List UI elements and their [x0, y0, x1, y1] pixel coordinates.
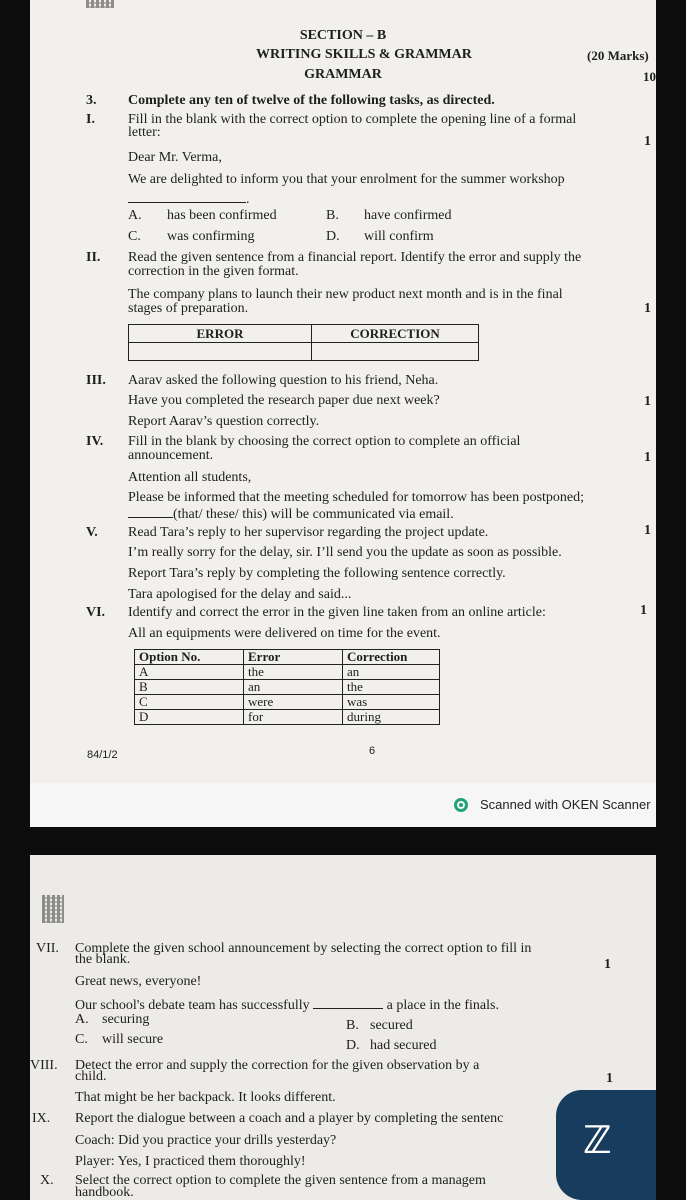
table-cell: for: [244, 710, 343, 725]
table-cell: C: [135, 695, 244, 710]
item-5-reply: I’m really sorry for the delay, sir. I’ll send you the update as soon as possible.: [128, 545, 562, 560]
table-cell: the: [343, 680, 440, 695]
table-cell: during: [343, 710, 440, 725]
table-cell: the: [244, 665, 343, 680]
table-row: [135, 710, 440, 725]
mark: 1: [644, 301, 651, 316]
mark: 1: [604, 957, 611, 972]
option-label: A.: [75, 1012, 89, 1027]
item-number: II.: [86, 250, 101, 265]
item-2-instruction: Read the given sentence from a financial report. Identify the error and supply the: [128, 250, 582, 265]
item-2-instruction-cont: correction in the given format.: [128, 264, 299, 279]
skills-heading: WRITING SKILLS & GRAMMAR: [256, 47, 472, 62]
exam-page-1: [30, 0, 656, 827]
item-9-instruction: Report the dialogue between a coach and a player by completing the sentenc: [75, 1111, 504, 1126]
answer-cell: [129, 343, 312, 361]
option-label: B.: [346, 1018, 359, 1033]
marks-label: (20 Marks): [587, 48, 649, 63]
option-text: will secure: [102, 1032, 164, 1047]
item-5-instruction: Read Tara’s reply to her supervisor regarding the project update.: [128, 525, 489, 540]
item-8-instruction-cont: child.: [75, 1069, 107, 1084]
item-8-observation: That might be her backpack. It looks different.: [75, 1090, 336, 1105]
announcement-greeting: Attention all students,: [128, 470, 252, 485]
announcement-sentence-cont: [128, 505, 454, 523]
announcement-text: Our school's debate team has successfully: [75, 998, 310, 1013]
option-label: A.: [128, 208, 142, 223]
table-row: [135, 680, 440, 695]
option-text: securing: [102, 1012, 150, 1027]
announcement-sentence: Please be informed that the meeting scheduled for tomorrow has been postponed;: [128, 490, 585, 505]
item-number: VI.: [86, 605, 106, 620]
grammar-heading: GRAMMAR: [304, 67, 382, 82]
announcement-options: (that/ these/ this) will be communicated via email.: [173, 507, 454, 522]
table-cell: an: [343, 665, 440, 680]
item-2-sentence: The company plans to launch their new product next month and is in the final: [128, 287, 563, 302]
announcement-text: a place in the finals.: [386, 998, 499, 1013]
paper-code: 84/1/2: [87, 749, 118, 761]
option-text: have confirmed: [364, 208, 452, 223]
mark: 1: [644, 134, 651, 149]
scanner-watermark: Scanned with OKEN Scanner: [480, 797, 651, 812]
table-row: [135, 665, 440, 680]
option-text: has been confirmed: [167, 208, 277, 223]
option-text: secured: [370, 1018, 413, 1033]
mark: 1: [644, 394, 651, 409]
table-cell: an: [244, 680, 343, 695]
item-10-instruction: Select the correct option to complete the given sentence from a managem: [75, 1173, 486, 1188]
item-number: I.: [86, 112, 95, 127]
question-3-instruction: Complete any ten of twelve of the following tasks, as directed.: [128, 93, 495, 108]
item-number: VIII.: [30, 1058, 58, 1073]
item-3-instruction: Aarav asked the following question to his friend, Neha.: [128, 373, 439, 388]
dialogue-player: Player: Yes, I practiced them thoroughly!: [75, 1154, 306, 1169]
dialogue-coach: Coach: Did you practice your drills yesterday?: [75, 1133, 337, 1148]
option-text: will confirm: [364, 229, 434, 244]
options-table: [134, 649, 440, 725]
item-3-question: Have you completed the research paper due next week?: [128, 393, 440, 408]
item-6-sentence: All an equipments were delivered on time for the event.: [128, 626, 441, 641]
table-cell: B: [135, 680, 244, 695]
table-header: Correction: [343, 650, 440, 665]
table-cell: D: [135, 710, 244, 725]
table-cell: was: [343, 695, 440, 710]
announcement-opening: Great news, everyone!: [75, 974, 202, 989]
option-label: D.: [346, 1038, 360, 1053]
page-number: 6: [369, 745, 376, 757]
mark: 1: [644, 450, 651, 465]
option-text: was confirming: [167, 229, 255, 244]
error-correction-table: [128, 324, 479, 361]
scribble-icon[interactable]: ℤ: [583, 1118, 612, 1162]
item-number: X.: [40, 1173, 54, 1188]
marks-small: 10: [643, 69, 656, 84]
qr-code-icon: [42, 895, 64, 923]
option-label: D.: [326, 229, 340, 244]
option-label: B.: [326, 208, 339, 223]
item-number: V.: [86, 525, 98, 540]
item-7-instruction: Complete the given school announcement by selecting the correct option to fill in: [75, 941, 532, 956]
table-cell: were: [244, 695, 343, 710]
option-label: C.: [75, 1032, 88, 1047]
item-7-instruction-cont: the blank.: [75, 952, 131, 967]
section-heading: SECTION – B: [299, 28, 387, 43]
item-10-instruction-cont: handbook.: [75, 1185, 134, 1200]
table-cell: A: [135, 665, 244, 680]
item-6-instruction: Identify and correct the error in the given line taken from an online article:: [128, 605, 546, 620]
answer-blank: .: [128, 190, 250, 208]
mark: 1: [606, 1071, 613, 1086]
item-1-instruction-cont: letter:: [128, 125, 161, 140]
item-number: IV.: [86, 434, 104, 449]
item-number: III.: [86, 373, 106, 388]
letter-greeting: Dear Mr. Verma,: [128, 150, 222, 165]
table-header: Error: [244, 650, 343, 665]
scanner-logo-icon: [454, 798, 468, 812]
item-number: VII.: [36, 941, 59, 956]
mark: 1: [644, 523, 651, 538]
item-2-sentence-cont: stages of preparation.: [128, 301, 249, 316]
answer-cell: [312, 343, 479, 361]
letter-sentence: We are delighted to inform you that your enrolment for the summer workshop: [128, 172, 565, 187]
item-5-stem: Tara apologised for the delay and said...: [128, 587, 352, 602]
table-row: [135, 695, 440, 710]
item-4-instruction-cont: announcement.: [128, 448, 214, 463]
item-5-task: Report Tara’s reply by completing the following sentence correctly.: [128, 566, 506, 581]
qr-code-icon: [86, 0, 114, 8]
option-label: C.: [128, 229, 141, 244]
mark: 1: [640, 603, 647, 618]
table-header: CORRECTION: [312, 325, 479, 343]
table-header: Option No.: [135, 650, 244, 665]
question-number: 3.: [86, 93, 97, 108]
table-header: ERROR: [129, 325, 312, 343]
item-3-task: Report Aarav’s question correctly.: [128, 414, 320, 429]
item-1-instruction: Fill in the blank with the correct option to complete the opening line of a formal: [128, 112, 577, 127]
item-8-instruction: Detect the error and supply the correction for the given observation by a: [75, 1058, 480, 1073]
item-number: IX.: [32, 1111, 51, 1126]
option-text: had secured: [370, 1038, 437, 1053]
item-4-instruction: Fill in the blank by choosing the correct option to complete an official: [128, 434, 521, 449]
